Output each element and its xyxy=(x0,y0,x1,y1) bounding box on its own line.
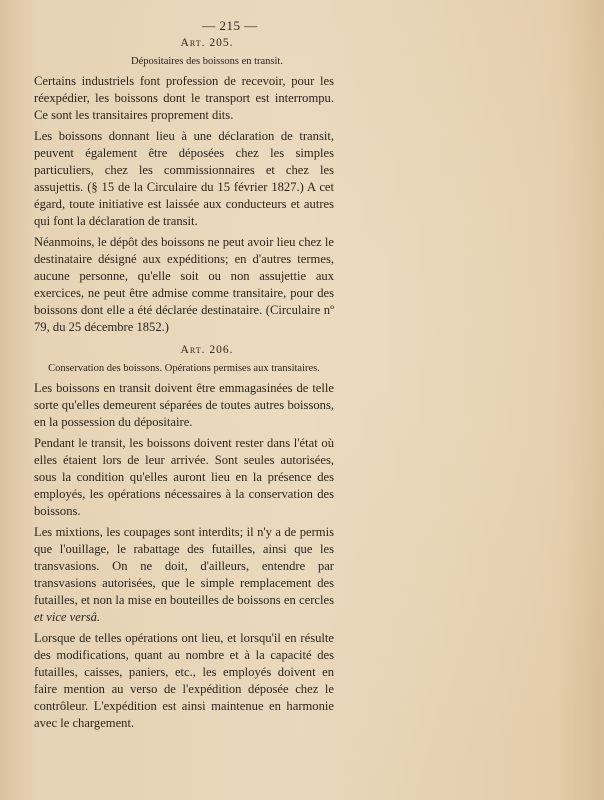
text-column xyxy=(34,17,334,736)
paragraph: Néanmoins, le dépôt des boissons ne peut avoir lieu chez le destinataire désigné aux expéditions; en d'autres termes, aucune personne, qu'elle soit ou non assujettie aux exercices, ne peut être admise comme transitaire, pour des boissons dont elle a été déclarée destinataire. (Circulaire nº 79, du 25 décembre 1852.) xyxy=(34,235,334,334)
article-206 xyxy=(34,342,334,732)
article-subheading: Dépositaires des boissons en transit. xyxy=(131,56,283,67)
paragraph: Pendant le transit, les boissons doivent rester dans l'état où elles étaient lors de leur arrivée. Sont seules autorisées, sous la condition qu'elles auront lieu en la présence des employés, les opérations nécessaires à la conservation des boissons. xyxy=(34,436,334,518)
paragraph: Les boissons en transit doivent être emmagasinées de telle sorte qu'elles demeurent séparées de toutes autres boissons, en la possession du dépositaire. xyxy=(34,381,334,429)
article-heading: Art. 206. xyxy=(180,344,234,356)
paragraph: Certains industriels font profession de recevoir, pour les réexpédier, les boissons dont le transport est interrompu. Ce sont les transitaires proprement dits. xyxy=(34,74,334,122)
article-205 xyxy=(34,35,334,336)
paragraph xyxy=(34,524,334,626)
page-number: — 215 — xyxy=(202,18,258,33)
paragraph: Les boissons donnant lieu à une déclaration de transit, peuvent également être déposées chez les simples particuliers, chez les commissionnaires et chez les assujettis. (§ 15 de la Circulaire du 15 février 1827.) A cet égard, toute initiative est laissée aux conducteurs et autres qui font la déclaration de transit. xyxy=(34,129,334,228)
paragraph: Lorsque de telles opérations ont lieu, et lorsqu'il en résulte des modifications, quant au nombre et à la capacité des futailles, caisses, paniers, etc., les employés doivent en faire mention au verso de l'expédition déposée chez le contrôleur. L'expédition est ainsi maintenue en harmonie avec le chargement. xyxy=(34,631,334,730)
article-subheading: Conservation des boissons. Opérations permises aux transitaires. xyxy=(48,363,320,374)
article-heading: Art. 205. xyxy=(180,37,234,49)
italic-phrase: et vice versâ. xyxy=(34,610,101,624)
paragraph-text: Les mixtions, les coupages sont interdits; il n'y a de permis que l'ouillage, le rabattage des futailles, ainsi que les transvasions. On ne doit, d'ailleurs, entendre par transvasions autorisées, que le simple remplacement des futailles, et non la mise en bouteilles de boissons en cercles xyxy=(34,525,334,607)
